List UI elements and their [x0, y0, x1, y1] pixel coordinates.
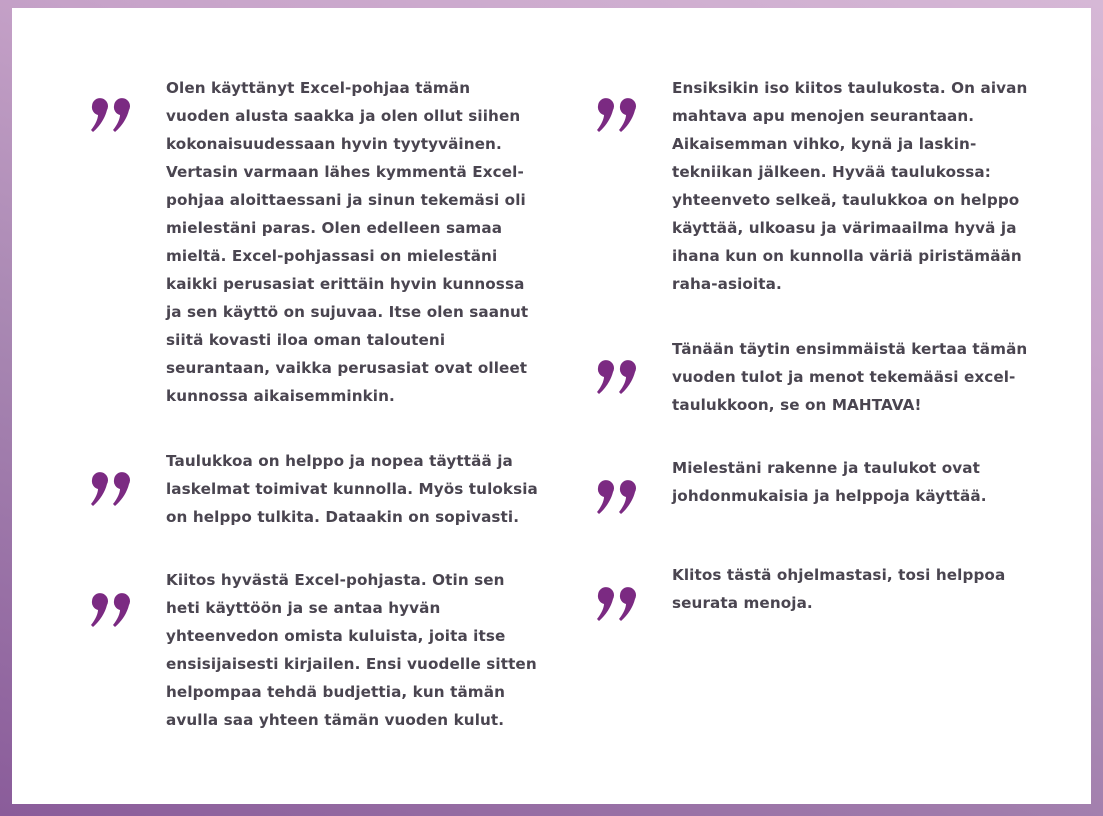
testimonials-card — [12, 8, 1091, 804]
closing-quote-icon — [89, 470, 133, 510]
testimonial-text: Olen käyttänyt Excel-pohjaa tämän vuoden alusta saakka ja olen ollut siihen kokonaisuudessaan hyvin tyytyväinen. Vertasin varmaan lähes kymmentä Excel-pohjaa aloittaessani ja sinun tekemäsi oli mielestäni paras. Olen edelleen samaa mieltä. Excel-pohjassasi on mielestäni kaikki perusasiat erittäin hyvin kunnossa ja sen käyttö on sujuvaa. Itse olen saanut siitä kovasti iloa oman talouteni seurantaan, vaikka perusasiat ovat olleet kunnossa aikaisemminkin. — [166, 79, 529, 405]
closing-quote-icon — [89, 96, 133, 136]
closing-quote-icon — [89, 591, 133, 631]
testimonial-text: Kiitos hyvästä Excel-pohjasta. Otin sen heti käyttöön ja se antaa hyvän yhteenvedon omista kuluista, joita itse ensisijaisesti kirjailen. Ensi vuodelle sitten helpompaa tehdä budjettia, kun tämän avulla saa yhteen tämän vuoden kulut. — [166, 571, 537, 729]
testimonial-text: Mielestäni rakenne ja taulukot ovat johdonmukaisia ja helppoja käyttää. — [672, 459, 987, 505]
testimonial-text: Ensiksikin iso kiitos taulukosta. On aivan mahtava apu menojen seurantaan. Aikaisemman vihko, kynä ja laskin-tekniikan jälkeen. Hyvää taulukossa: yhteenveto selkeä, taulukkoa on helppo käyttää, ulkoasu ja värimaailma hyvä ja ihana kun on kunnolla väriä piristämään raha-asioita. — [672, 79, 1028, 293]
testimonial-text: Taulukkoa on helppo ja nopea täyttää ja laskelmat toimivat kunnolla. Myös tuloksia on helppo tulkita. Dataakin on sopivasti. — [166, 452, 538, 526]
testimonial-text: Tänään täytin ensimmäistä kertaa tämän vuoden tulot ja menot tekemääsi excel-taulukkoon, se on MAHTAVA! — [672, 340, 1028, 414]
closing-quote-icon — [595, 358, 639, 398]
testimonial-text: Klitos tästä ohjelmastasi, tosi helppoa seurata menoja. — [672, 566, 1006, 612]
closing-quote-icon — [595, 96, 639, 136]
closing-quote-icon — [595, 585, 639, 625]
closing-quote-icon — [595, 478, 639, 518]
